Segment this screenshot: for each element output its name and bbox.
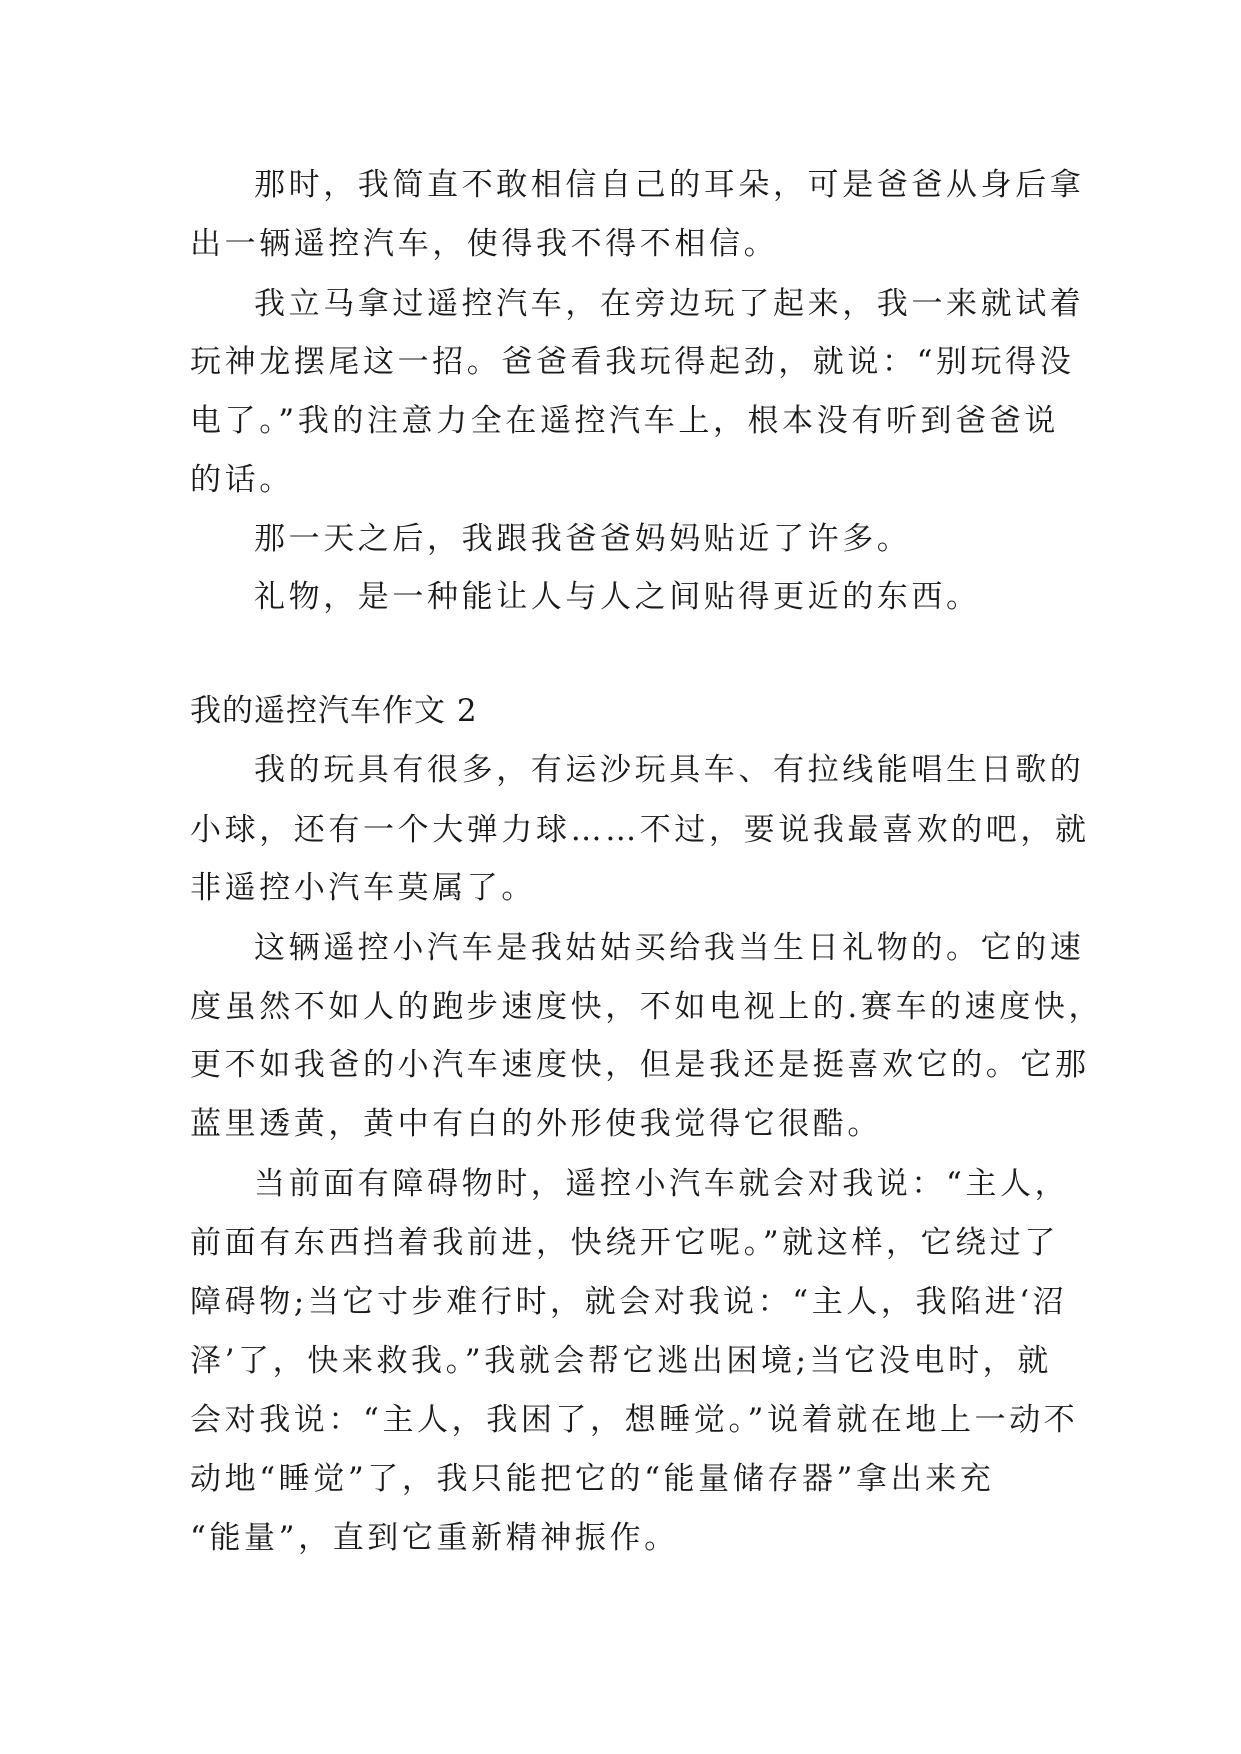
paragraph-line: 那一天之后，我跟我爸爸妈妈贴近了许多。	[254, 521, 912, 557]
paragraph-line: 小球，还有一个大弹力球……不过，要说我最喜欢的吧，就	[190, 812, 1090, 848]
paragraph-line: 我的玩具有很多，有运沙玩具车、有拉线能唱生日歌的	[254, 752, 1085, 788]
paragraph-line: 出一辆遥控汽车，使得我不得不相信。	[190, 226, 779, 262]
paragraph-line: 会对我说：“主人，我困了，想睡觉。”说着就在地上一动不	[190, 1402, 1079, 1438]
paragraph-line: 电了。”我的注意力全在遥控汽车上，根本没有听到爸爸说	[190, 403, 1059, 439]
paragraph-line: 蓝里透黄，黄中有白的外形使我觉得它很酷。	[190, 1106, 882, 1142]
paragraph-line: 那时，我简直不敢相信自己的耳朵，可是爸爸从身后拿	[254, 167, 1085, 203]
paragraph-line: 当前面有障碍物时，遥控小汽车就会对我说：“主人，	[254, 1166, 1070, 1202]
paragraph-line: 泽’了，快来救我。”我就会帮它逃出困境;当它没电时，就	[190, 1343, 1052, 1379]
paragraph-line: 动地“睡觉”了，我只能把它的“能量储存器”拿出来充	[190, 1461, 995, 1497]
paragraph-line: 玩神龙摆尾这一招。爸爸看我玩得起劲，就说：“别玩得没	[190, 344, 1075, 380]
paragraph-line: 前面有东西挡着我前进，快绕开它呢。”就这样，它绕过了	[190, 1225, 1059, 1261]
paragraph-line: 更不如我爸的小汽车速度快，但是我还是挺喜欢它的。它那	[190, 1047, 1090, 1083]
paragraph-line: 的话。	[190, 462, 294, 498]
paragraph-line: 非遥控小汽车莫属了。	[190, 870, 536, 906]
paragraph-line: 度虽然不如人的跑步速度快，不如电视上的.赛车的速度快，	[190, 989, 1104, 1025]
paragraph-line: 我立马拿过遥控汽车，在旁边玩了起来，我一来就试着	[254, 286, 1085, 322]
section-title: 我的遥控汽车作文 2	[190, 693, 478, 729]
paragraph-line: 礼物，是一种能让人与人之间贴得更近的东西。	[254, 579, 981, 615]
paragraph-line: 这辆遥控小汽车是我姑姑买给我当生日礼物的。它的速	[254, 930, 1085, 966]
paragraph-line: 障碍物;当它寸步难行时，就会对我说：“主人，我陷进‘沼	[190, 1284, 1068, 1320]
paragraph-line: “能量”，直到它重新精神振作。	[190, 1520, 679, 1556]
